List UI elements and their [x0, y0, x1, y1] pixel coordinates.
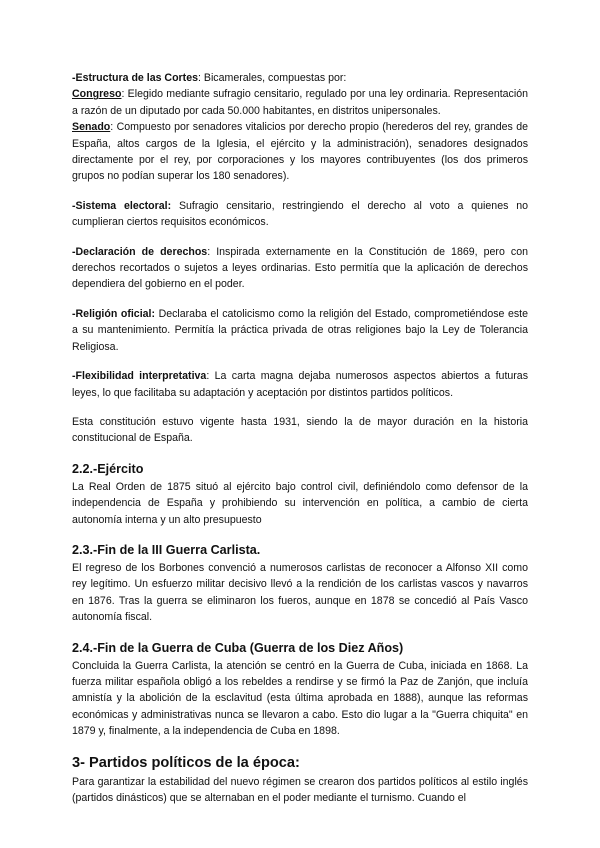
carlista-heading: 2.3.-Fin de la III Guerra Carlista. [72, 542, 261, 557]
cortes-section [72, 70, 528, 185]
partidos-heading: 3- Partidos políticos de la época: [72, 754, 300, 771]
declaracion-label: -Declaración de derechos [72, 245, 208, 258]
declaracion-text: : Inspirada externamente en la Constitución de 1869, pero con derechos recortados o sujetos a leyes ordinarias. Esto permitía que la aplicación de derechos dependiera del gobierno en el poder. [72, 245, 528, 291]
flexibilidad-paragraph [72, 368, 528, 401]
declaracion-paragraph [72, 244, 528, 293]
sistema-text: Sufragio censitario, restringiendo el derecho al voto a quienes no cumplieran ciertos requisitos económicos. [72, 199, 529, 229]
religion-text: Declaraba el catolicismo como la religión del Estado, comprometiéndose este a su mantenimiento. Permitía la práctica privada de otras religiones bajo la Ley de Tolerancia Religiosa. [72, 307, 528, 353]
congreso-paragraph [72, 86, 528, 119]
flexibilidad-text: : La carta magna dejaba numerosos aspectos abiertos a futuras leyes, lo que facilitaba su adaptación y aceptación por distintos partidos políticos. [72, 370, 528, 399]
senado-label: Senado [72, 121, 111, 134]
vigencia-paragraph: Esta constitución estuvo vigente hasta 1931, siendo la de mayor duración en la historia constitucional de España. [72, 415, 528, 445]
religion-label: -Religión oficial: [72, 307, 156, 320]
sistema-label: -Sistema electoral: [72, 199, 172, 212]
flexibilidad-label: -Flexibilidad interpretativa [72, 370, 207, 383]
congreso-label: Congreso [72, 88, 122, 101]
partidos-paragraph: Para garantizar la estabilidad del nuevo régimen se crearon dos partidos políticos al estilo inglés (partidos dinásticos) que se alternaban en el poder mediante el turnismo. Cuando el [72, 775, 528, 804]
senado-text: : Compuesto por senadores vitalicios por derecho propio (herederos del rey, grandes de España, altos cargos de la Iglesia, el ejército y la administración), senadores designados directamente por el rey, por corporaciones y los mayores contribuyentes (los dos primeros grupos no podían superar los 180 senadores). [72, 121, 528, 183]
sistema-paragraph [72, 198, 528, 231]
cortes-text: : Bicamerales, compuestas por: [198, 72, 347, 84]
cuba-heading: 2.4.-Fin de la Guerra de Cuba (Guerra de los Diez Años) [72, 640, 404, 655]
cuba-paragraph: Concluida la Guerra Carlista, la atención se centró en la Guerra de Cuba, iniciada en 1868. La fuerza militar española obligó a los rebeldes a rendirse y se firmó la Paz de Zanjón, que incluía amnistía y la abolición de la esclavitud (esta última aprobada en 1888), aunque las reformas económicas y administrativas nunca se llevaron a cabo. Esto dio lugar a la "Guerra chiquita" en 1879 y, finalmente, a la independencia de Cuba en 1898. [72, 659, 528, 738]
ejercito-heading: 2.2.-Ejército [72, 461, 144, 476]
religion-paragraph [72, 306, 528, 355]
cortes-paragraph [72, 70, 528, 86]
ejercito-paragraph: La Real Orden de 1875 situó al ejército bajo control civil, definiéndolo como defensor de la independencia de España y prohibiendo su intervención en política, a cambio de cierta autonomía interna y un alto presupuesto [72, 480, 528, 526]
senado-paragraph [72, 119, 528, 185]
congreso-text: : Elegido mediante sufragio censitario, regulado por una ley ordinaria. Representación a razón de un diputado por cada 50.000 habitantes, en distritos unipersonales. [72, 88, 528, 117]
cortes-label: -Estructura de las Cortes [72, 72, 198, 84]
carlista-paragraph: El regreso de los Borbones convenció a numerosos carlistas de reconocer a Alfonso XII como rey legítimo. Un esfuerzo militar decisivo llevó a la rendición de los carlistas vascos y navarros en 1876. Tras la guerra se eliminaron los fueros, aunque en 1878 se concedió al País Vasco autonomía fiscal. [72, 561, 528, 624]
